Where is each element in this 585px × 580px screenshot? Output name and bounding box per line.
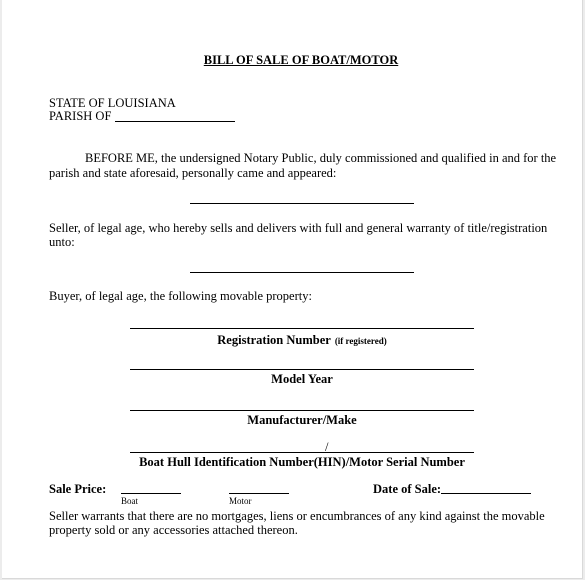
model-year-label: Model Year [271,372,333,386]
date-of-sale-label: Date of Sale: [373,482,442,496]
hin-serial-label: Boat Hull Identification Number(HIN)/Motor Serial Number [139,455,465,469]
registration-note: (if registered) [334,336,387,346]
hin-serial-slash: / [325,440,329,454]
notary-paragraph-line-2: parish and state aforesaid, personally came and appeared: [49,166,337,180]
manufacturer-label: Manufacturer/Make [247,413,357,427]
sale-price-label: Sale Price: [49,482,107,496]
manufacturer-line[interactable] [130,410,474,411]
model-year-line[interactable] [130,369,474,370]
date-of-sale-line[interactable] [441,493,531,494]
buyer-paragraph: Buyer, of legal age, the following movable property: [49,289,312,303]
parish-blank-line[interactable] [115,121,235,122]
state-line: STATE OF LOUISIANA [49,96,176,110]
seller-paragraph-line-1: Seller, of legal age, who hereby sells and delivers with full and general warranty of title/registration [49,221,548,235]
document-title: BILL OF SALE OF BOAT/MOTOR [203,53,399,67]
parish-label: PARISH OF [49,109,112,123]
boat-price-line[interactable] [121,493,181,494]
hin-serial-line[interactable] [130,452,474,453]
buyer-blank-line[interactable] [190,272,414,273]
registration-number-label: Registration Number [217,333,331,347]
seller-paragraph-line-2: unto: [49,235,75,249]
registration-number-line[interactable] [130,328,474,329]
warranty-line-2: property sold or any accessories attached thereon. [49,523,298,537]
motor-price-caption: Motor [229,496,252,506]
registration-number-field [130,331,474,349]
document-page [2,0,583,579]
warranty-line-1: Seller warrants that there are no mortgages, liens or encumbrances of any kind against the movable [49,509,545,523]
boat-price-caption: Boat [121,496,138,506]
motor-price-line[interactable] [229,493,289,494]
notary-paragraph-line-1: BEFORE ME, the undersigned Notary Public, duly commissioned and qualified in and for the [85,151,557,165]
appearer-blank-line[interactable] [190,203,414,204]
